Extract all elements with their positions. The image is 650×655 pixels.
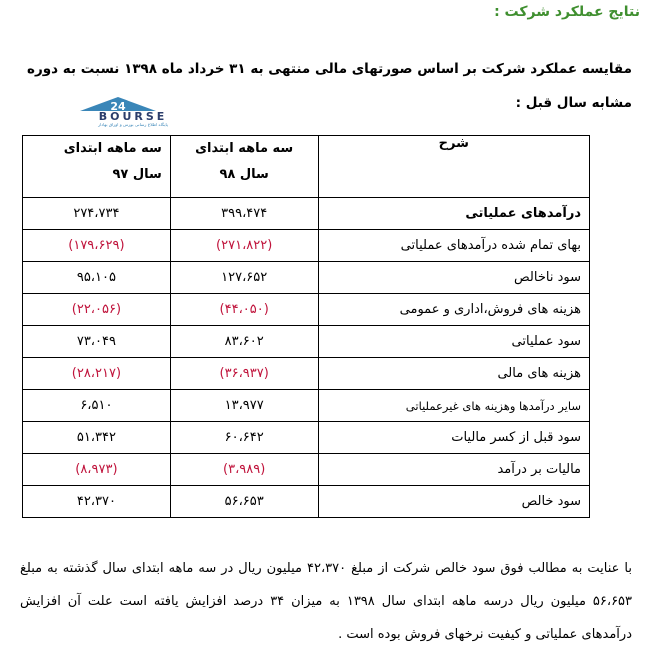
row-value-98: ۸۳،۶۰۲ (170, 326, 318, 358)
table-row (23, 358, 590, 390)
row-value-98: ۱۳،۹۷۷ (170, 390, 318, 422)
row-label: هزینه های فروش،اداری و عمومی (318, 294, 589, 326)
table-row (23, 262, 590, 294)
table-row (23, 422, 590, 454)
row-value-97: ۹۵،۱۰۵ (23, 262, 171, 294)
bourse-logo (62, 95, 204, 127)
row-label: سود عملیاتی (318, 326, 589, 358)
logo-wordmark: BOURSE (98, 110, 168, 123)
row-value-98: ۱۲۷،۶۵۲ (170, 262, 318, 294)
row-label: سود خالص (318, 486, 589, 518)
row-value-98: ۵۶،۶۵۳ (170, 486, 318, 518)
table-row (23, 198, 590, 230)
row-value-97: (۸،۹۷۳) (23, 454, 171, 486)
row-value-98: ۶۰،۶۴۲ (170, 422, 318, 454)
header-description: شرح (318, 136, 589, 198)
logo-digits: 24 (110, 100, 126, 113)
section-heading: نتایج عملکرد شرکت : (494, 4, 640, 20)
row-value-98: (۳۶،۹۳۷) (170, 358, 318, 390)
performance-table (22, 135, 590, 518)
header-year-98: سه ماهه ابتدای سال ۹۸ (170, 136, 318, 198)
table-row (23, 486, 590, 518)
row-value-97: ۵۱،۳۴۲ (23, 422, 171, 454)
row-label: سایر درآمدها وهزینه های غیرعملیاتی (318, 390, 589, 422)
intro-paragraph: مقایسه عملکرد شرکت بر اساس صورتهای مالی منتهی به ۳۱ خرداد ماه ۱۳۹۸ نسبت به دوره مشابه سال قبل : (27, 61, 632, 111)
row-label: سود ناخالص (318, 262, 589, 294)
table-row (23, 326, 590, 358)
row-label: سود قبل از کسر مالیات (318, 422, 589, 454)
table-row (23, 230, 590, 262)
row-value-97: ۲۷۴،۷۳۴ (23, 198, 171, 230)
row-value-97: (۲۸،۲۱۷) (23, 358, 171, 390)
row-label: هزینه های مالی (318, 358, 589, 390)
row-value-97: ۶،۵۱۰ (23, 390, 171, 422)
table-row (23, 454, 590, 486)
logo-subtitle: پایگاه اطلاع رسانی بورس و اوراق بهادار (98, 122, 168, 127)
row-value-98: (۲۷۱،۸۲۲) (170, 230, 318, 262)
row-value-98: (۴۴،۰۵۰) (170, 294, 318, 326)
row-label: درآمدهای عملیاتی (318, 198, 589, 230)
row-value-97: ۴۲،۳۷۰ (23, 486, 171, 518)
row-label: مالیات بر درآمد (318, 454, 589, 486)
table-header-row (23, 136, 590, 198)
row-value-97: ۷۳،۰۴۹ (23, 326, 171, 358)
table-row (23, 390, 590, 422)
row-label: بهای تمام شده درآمدهای عملیاتی (318, 230, 589, 262)
conclusion-paragraph: با عنایت به مطالب فوق سود خالص شرکت از مبلغ ۴۲،۳۷۰ میلیون ریال در سه ماهه ابتدای سال گذشته به مبلغ ۵۶،۶۵۳ میلیون ریال درسه ماهه ابتدای سال ۱۳۹۸ به میزان ۳۴ درصد افزایش یافته است علت آن افزایش درآمدهای عملیاتی و کیفیت نرخهای فروش بوده است . (20, 561, 633, 642)
header-year-97: سه ماهه ابتدای سال ۹۷ (23, 136, 171, 198)
table-row (23, 294, 590, 326)
row-value-98: (۳،۹۸۹) (170, 454, 318, 486)
row-value-98: ۳۹۹،۴۷۴ (170, 198, 318, 230)
row-value-97: (۱۷۹،۶۲۹) (23, 230, 171, 262)
row-value-97: (۲۲،۰۵۶) (23, 294, 171, 326)
